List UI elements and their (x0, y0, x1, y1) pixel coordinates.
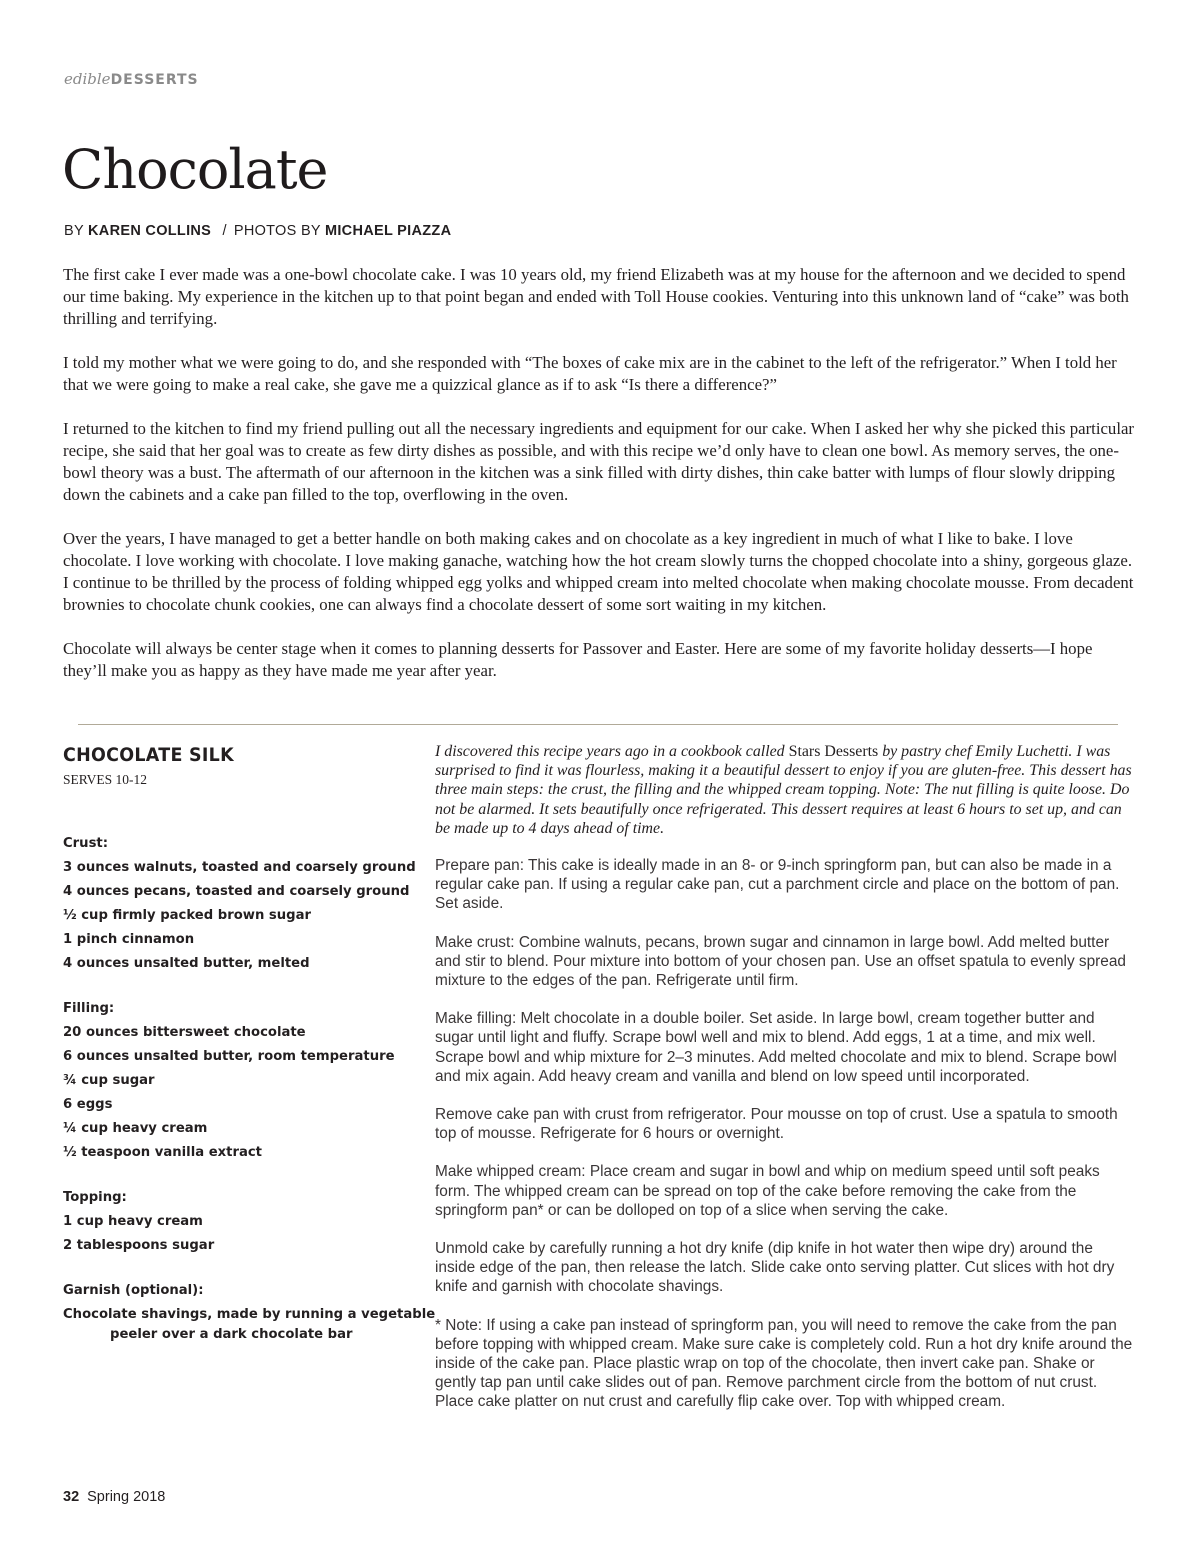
byline-by-label: BY (64, 223, 84, 239)
ingredients-column (63, 744, 436, 1345)
ingredient-group-heading: Topping: (63, 1190, 127, 1205)
article-paragraph: Over the years, I have managed to get a better handle on both making cakes and on chocolate as a key ingredient in much of what I like to bake. I love chocolate. I love working with chocolate. I love making ganache, watching how the hot cream slowly turns the chopped chocolate into a shiny, gorgeous glaze. I continue to be thrilled by the process of folding whipped egg yolks and whipped cream into melted chocolate when making chocolate mousse. From decadent brownies to chocolate chunk cookies, one can always find a chocolate dessert of some sort waiting in my kitchen. (63, 529, 1134, 614)
recipe-step: * Note: If using a cake pan instead of springform pan, you will need to remove the cake from the pan before topping with whipped cream. Make sure cake is completely cold. Run a hot dry knife around the inside of the cake pan. Place plastic wrap on top of the chocolate, then invert cake pan. Shake or gently tap pan until cake slides out of pan. Remove parchment circle from the bottom of nut crust. Place cake platter on nut crust and carefully flip cake over. Top with whipped cream. (435, 1316, 1133, 1411)
section-tag (64, 70, 199, 88)
author-name: KAREN COLLINS (88, 223, 212, 239)
recipe-serves: SERVES 10-12 (63, 772, 148, 787)
article-title: Chocolate (62, 138, 328, 201)
article-body (63, 264, 1138, 704)
ingredient-item: ½ teaspoon vanilla extract (63, 1145, 262, 1160)
recipe-step: Make filling: Melt chocolate in a double boiler. Set aside. In large bowl, cream together butter and sugar until light and fluffy. Scrape bowl well and mix to blend. Add eggs, 1 at a time, and mix well. Scrape bowl and whip mixture for 2–3 minutes. Add melted chocolate and mix to blend. Scrape bowl and mix again. Add heavy cream and vanilla and blend on low speed until incorporated. (435, 1010, 1117, 1085)
ingredient-item: 1 cup heavy cream (63, 1214, 203, 1229)
article-paragraph: I returned to the kitchen to find my friend pulling out all the necessary ingredients and equipment for our cake. When I asked her why she picked this particular recipe, she said that her goal was to create as few dirty dishes as possible, and with this recipe we’d only have to clean one bowl. As memory serves, the one-bowl theory was a bust. The aftermath of our afternoon in the kitchen was a sink filled with dirty dishes, thin cake batter with lumps of flour slowly dripping down the cabinets and a cake pan filled to the top, overflowing in the oven. (63, 419, 1135, 504)
page-footer (63, 1489, 165, 1505)
section-divider (78, 724, 1118, 725)
ingredient-group-garnish (63, 1279, 436, 1345)
issue-label: Spring 2018 (87, 1489, 166, 1505)
ingredient-item: ¾ cup sugar (63, 1073, 155, 1088)
ingredient-group-heading: Filling: (63, 1001, 115, 1016)
ingredient-item: Chocolate shavings, made by running a vegetable peeler over a dark chocolate bar (63, 1307, 436, 1342)
ingredient-group-heading: Garnish (optional): (63, 1283, 204, 1298)
ingredient-item: 20 ounces bittersweet chocolate (63, 1025, 306, 1040)
ingredient-item: 4 ounces pecans, toasted and coarsely ground (63, 884, 410, 899)
ingredient-group-crust (63, 832, 416, 976)
article-paragraph: Chocolate will always be center stage when it comes to planning desserts for Passover and Easter. Here are some of my favorite holiday desserts—I hope they’ll make you as happy as they have made me year after year. (63, 639, 1093, 680)
recipe-step: Unmold cake by carefully running a hot dry knife (dip knife in hot water then wipe dry) around the inside edge of the pan, then release the latch. Slide cake onto serving platter. Cut slices with hot dry knife and garnish with chocolate shavings. (435, 1240, 1115, 1296)
recipe-step: Prepare pan: This cake is ideally made in an 8- or 9-inch springform pan, but can also be made in a regular cake pan. If using a regular cake pan, cut a parchment circle and place on the bottom of pan. Set aside. (435, 857, 1120, 913)
recipe-intro-text: by pastry chef Emily Luchetti. I was surprised to find it was flourless, making it a beautiful dessert to enjoy if you are gluten-free. This dessert has three main steps: the crust, the filling and the whipped cream topping. Note: The nut filling is quite loose. Do not be alarmed. It sets beautifully once refrigerated. This dessert requires at least 6 hours to set up, and can be made up to 4 days ahead of time. (435, 743, 1132, 837)
recipe-step: Make crust: Combine walnuts, pecans, brown sugar and cinnamon in large bowl. Add melted butter and stir to blend. Pour mixture into bottom of your chosen pan. Use an offset spatula to evenly spread mixture to the edges of the pan. Refrigerate until firm. (435, 933, 1126, 990)
article-paragraph: The first cake I ever made was a one-bowl chocolate cake. I was 10 years old, my friend Elizabeth was at my house for the afternoon and we decided to spend our time baking. My experience in the kitchen up to that point began and ended with Toll House cookies. Venturing into this unknown land of “cake” was both thrilling and terrifying. (63, 265, 1129, 328)
ingredient-item: ¼ cup heavy cream (63, 1121, 208, 1136)
ingredient-item: 6 eggs (63, 1097, 113, 1112)
instructions-column (435, 742, 1135, 1431)
byline-photos-label: PHOTOS BY (233, 223, 321, 239)
ingredient-group-heading: Crust: (63, 836, 108, 851)
byline (64, 223, 451, 239)
ingredient-item: 4 ounces unsalted butter, melted (63, 956, 310, 971)
recipe-intro (435, 742, 1135, 838)
ingredient-item: 6 ounces unsalted butter, room temperature (63, 1049, 395, 1064)
ingredient-item: 2 tablespoons sugar (63, 1238, 215, 1253)
page-number: 32 (63, 1489, 80, 1505)
byline-separator: / (222, 223, 227, 239)
section-prefix: edible (64, 70, 111, 88)
recipe-step: Make whipped cream: Place cream and sugar in bowl and whip on medium speed until soft peaks form. The whipped cream can be spread on top of the cake before removing the cake from the springform pan* or can be dolloped on top of a slice when serving the cake. (435, 1163, 1100, 1219)
article-paragraph: I told my mother what we were going to do, and she responded with “The boxes of cake mix are in the cabinet to the left of the refrigerator.” When I told her that we were going to make a real cake, she gave me a quizzical glance as if to ask “Is there a difference?” (63, 353, 1117, 394)
section-name: DESSERTS (110, 72, 199, 88)
ingredient-item: ½ cup firmly packed brown sugar (63, 908, 311, 923)
ingredient-item: 1 pinch cinnamon (63, 932, 195, 947)
ingredient-group-topping (63, 1186, 413, 1258)
ingredient-item: 3 ounces walnuts, toasted and coarsely ground (63, 860, 416, 875)
recipe-title: CHOCOLATE SILK (63, 744, 234, 766)
cookbook-title: Stars Desserts (788, 743, 879, 760)
photographer-name: MICHAEL PIAZZA (324, 223, 452, 239)
recipe-intro-text: I discovered this recipe years ago in a cookbook called (435, 743, 789, 760)
recipe-step: Remove cake pan with crust from refrigerator. Pour mousse on top of crust. Use a spatula to smooth top of mousse. Refrigerate for 6 hours or overnight. (435, 1106, 1118, 1143)
ingredient-group-filling (63, 997, 413, 1165)
